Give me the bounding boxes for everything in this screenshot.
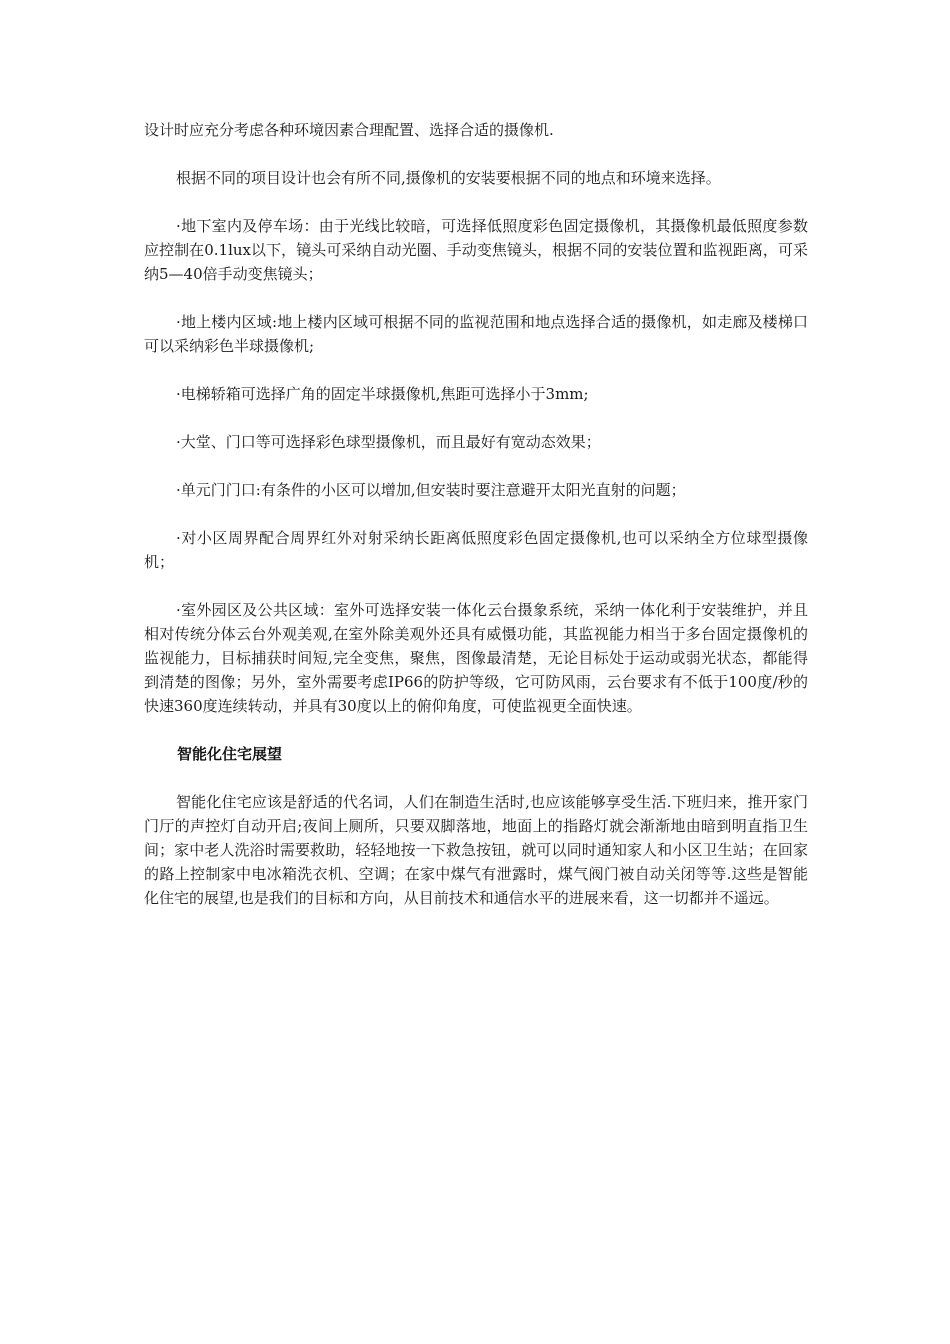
paragraph-smart-home-outlook: 智能化住宅应该是舒适的代名词，人们在制造生活时,也应该能够享受生活.下班归来，推开家门门厅的声控灯自动开启;夜间上厕所，只要双脚落地，地面上的指路灯就会渐渐地由暗到明直指卫生间；家中老人洗浴时需要救助，轻轻地按一下救急按钮，就可以同时通知家人和小区卫生站；在回家的路上控制家中电冰箱洗衣机、空调；在家中煤气有泄露时，煤气阀门被自动关闭等等.这些是智能化住宅的展望,也是我们的目标和方向，从目前技术和通信水平的进展来看，这一切都并不遥远。	[144, 793, 808, 907]
bullet-underground-parking: ·地下室内及停车场：由于光线比较暗，可选择低照度彩色固定摄像机，其摄像机最低照度参数应控制在0.1lux以下，镜头可采纳自动光圈、手动变焦镜头，根据不同的安装位置和监视距离，可采纳5—40倍手动变焦镜头；	[144, 217, 808, 283]
bullet-above-ground-indoor: ·地上楼内区域:地上楼内区域可根据不同的监视范围和地点选择合适的摄像机，如走廊及楼梯口可以采纳彩色半球摄像机;	[144, 313, 808, 355]
bullet-unit-entrance: ·单元门门口:有条件的小区可以增加,但安装时要注意避开太阳光直射的问题；	[176, 481, 686, 499]
bullet-elevator: ·电梯轿箱可选择广角的固定半球摄像机,焦距可选择小于3mm;	[176, 385, 589, 403]
bullet-outdoor-public: ·室外园区及公共区域：室外可选择安装一体化云台摄象系统，采纳一体化利于安装维护，并且相对传统分体云台外观美观,在室外除美观外还具有威慑功能，其监视能力相当于多台固定摄像机的监视能力，目标捕获时间短,完全变焦，聚焦，图像最清楚，无论目标处于运动或弱光状态，都能得到清楚的图像；另外，室外需要考虑IP66的防护等级，它可防风雨，云台要求有不低于100度/秒的快速360度连续转动，并具有30度以上的俯仰角度，可使监视更全面快速。	[144, 601, 808, 715]
section-heading: 智能化住宅展望	[177, 745, 283, 763]
paragraph-selection-note: 根据不同的项目设计也会有所不同,摄像机的安装要根据不同的地点和环境来选择。	[176, 169, 721, 187]
bullet-perimeter: ·对小区周界配合周界红外对射采纳长距离低照度彩色固定摄像机,也可以采纳全方位球型摄像机；	[144, 529, 808, 571]
paragraph-intro: 设计时应充分考虑各种环境因素合理配置、选择合适的摄像机.	[144, 121, 554, 139]
bullet-lobby: ·大堂、门口等可选择彩色球型摄像机，而且最好有宽动态效果；	[176, 433, 601, 451]
document-body	[144, 118, 808, 934]
